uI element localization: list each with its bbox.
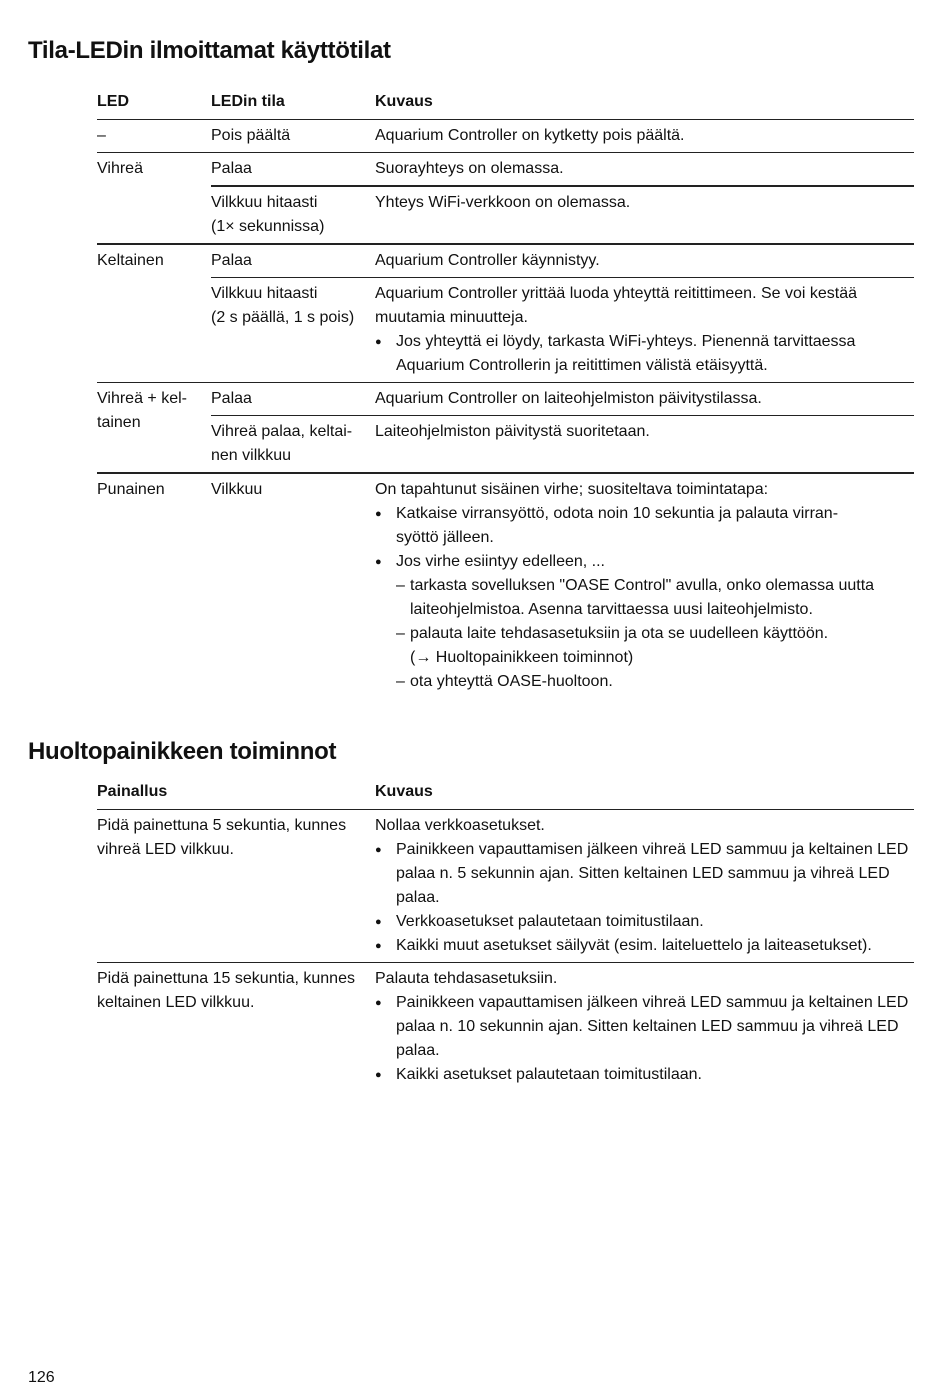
description-cell: Yhteys WiFi-verkkoon on olemassa. xyxy=(375,186,914,244)
description-cell xyxy=(375,278,914,383)
press-cell xyxy=(97,963,375,1092)
led-cell xyxy=(97,383,211,474)
state-line: (1× sekunnissa) xyxy=(211,218,325,235)
bullet-item xyxy=(375,550,910,694)
bullet-item: ● Verkkoasetukset palautetaan toimitustilaan. xyxy=(375,910,910,934)
state-cell: Palaa xyxy=(211,153,375,187)
dash-item: – tarkasta sovelluksen "OASE Control" avulla, onko olemassa uutta laiteohjelmistoa. Asenna tarvittaessa uusi laiteohjelmisto. xyxy=(396,574,910,622)
description-cell xyxy=(375,810,914,963)
table-row xyxy=(97,963,914,1092)
state-line: (2 s päällä, 1 s pois) xyxy=(211,309,355,326)
column-header-description: Kuvaus xyxy=(375,780,914,810)
state-cell xyxy=(211,416,375,474)
press-line: vihreä LED vilkkuu. xyxy=(97,841,234,858)
state-cell: Palaa xyxy=(211,383,375,416)
description-cell: Aquarium Controller on laiteohjelmiston päivitystilassa. xyxy=(375,383,914,416)
state-cell: Palaa xyxy=(211,244,375,278)
column-header-description: Kuvaus xyxy=(375,90,914,120)
description-cell xyxy=(375,473,914,698)
bullet-list xyxy=(375,838,910,958)
table-row xyxy=(97,473,914,698)
table-row xyxy=(97,244,914,278)
led-cell: Punainen xyxy=(97,473,211,698)
bullet-list xyxy=(375,502,910,694)
state-line: Vilkkuu hitaasti xyxy=(211,194,318,211)
service-button-table xyxy=(97,780,914,1091)
bullet-text: ● Jos virhe esiintyy edelleen, ... xyxy=(396,553,605,570)
table-row xyxy=(97,416,914,474)
table-header-row xyxy=(97,780,914,810)
table-row xyxy=(97,810,914,963)
press-line: Pidä painettuna 5 sekuntia, kunnes xyxy=(97,817,347,834)
led-cell: Keltainen xyxy=(97,244,211,383)
section-title-led-states: Tila-LEDin ilmoittamat käyttötilat xyxy=(28,37,391,64)
state-cell: Pois päältä xyxy=(211,127,291,144)
bullet-item: ● Kaikki muut asetukset säilyvät (esim. laiteluettelo ja laiteasetukset). xyxy=(375,934,910,958)
table-row xyxy=(97,186,914,244)
description-text: On tapahtunut sisäinen virhe; suositeltava toimintatapa: xyxy=(375,481,769,498)
description-text: Aquarium Controller yrittää luoda yhteyttä reitittimeen. Se voi kestää muutamia minuutteja. xyxy=(375,285,858,326)
description-cell: Laiteohjelmiston päivitystä suoritetaan. xyxy=(375,416,914,474)
column-header-led: LED xyxy=(97,90,211,120)
bullet-item: ● Painikkeen vapauttamisen jälkeen vihreä LED sammuu ja keltainen LED palaa n. 5 sekunnin ajan. Sitten keltainen LED sammuu ja vihreä LED palaa. xyxy=(375,838,910,910)
state-line: nen vilkkuu xyxy=(211,447,292,464)
press-line: keltainen LED vilkkuu. xyxy=(97,994,255,1011)
press-line: Pidä painettuna 15 sekuntia, kunnes xyxy=(97,970,355,987)
bullet-item: ● Jos yhteyttä ei löydy, tarkasta WiFi-yhteys. Pienennä tarvittaessa Aquarium Controllerin ja reitittimen välistä etäisyyttä. xyxy=(375,330,910,378)
description-text: Palauta tehdasasetuksiin. xyxy=(375,970,558,987)
led-states-table xyxy=(97,90,914,698)
table-header-row xyxy=(97,90,914,120)
dash-list xyxy=(396,574,910,694)
bullet-item: ● Painikkeen vapauttamisen jälkeen vihreä LED sammuu ja keltainen LED palaa n. 10 sekunnin ajan. Sitten keltainen LED sammuu ja vihreä LED palaa. xyxy=(375,991,910,1063)
bullet-item xyxy=(375,502,910,550)
dash-item xyxy=(396,622,910,670)
dash-item: – ota yhteyttä OASE-huoltoon. xyxy=(396,670,910,694)
column-header-led-state: LEDin tila xyxy=(211,90,375,120)
table-row xyxy=(97,120,914,153)
bullet-item: ● Kaikki asetukset palautetaan toimitustilaan. xyxy=(375,1063,910,1087)
section-title-service-button: Huoltopainikkeen toiminnot xyxy=(28,738,337,765)
led-cell: Vihreä xyxy=(97,153,211,245)
page-number: 126 xyxy=(28,1369,55,1386)
state-cell: Vilkkuu xyxy=(211,473,375,698)
table-row xyxy=(97,278,914,383)
bullet-list xyxy=(375,991,910,1087)
table-row xyxy=(97,383,914,416)
state-cell xyxy=(211,186,375,244)
description-cell: Aquarium Controller on kytketty pois päältä. xyxy=(375,127,685,144)
description-text: Nollaa verkkoasetukset. xyxy=(375,817,545,834)
led-line: tainen xyxy=(97,414,141,431)
state-line: Vihreä palaa, keltai- xyxy=(211,423,353,440)
led-line: Vihreä + kel- xyxy=(97,390,187,407)
bullet-line: ● Katkaise virransyöttö, odota noin 10 sekuntia ja palauta virran- xyxy=(396,505,839,522)
state-cell xyxy=(211,278,375,383)
description-cell xyxy=(375,963,914,1092)
led-cell: – xyxy=(97,127,106,144)
bullet-line: syöttö jälleen. xyxy=(396,529,494,546)
bullet-list xyxy=(375,330,910,378)
dash-line-link-reference: (→ Huoltopainikkeen toiminnot) xyxy=(410,649,634,666)
table-row xyxy=(97,153,914,187)
state-line: Vilkkuu hitaasti xyxy=(211,285,318,302)
description-cell: Aquarium Controller käynnistyy. xyxy=(375,244,914,278)
column-header-press: Painallus xyxy=(97,780,375,810)
dash-line: – palauta laite tehdasasetuksiin ja ota se uudelleen käyttöön. xyxy=(410,625,829,642)
press-cell xyxy=(97,810,375,963)
description-cell: Suorayhteys on olemassa. xyxy=(375,153,914,187)
